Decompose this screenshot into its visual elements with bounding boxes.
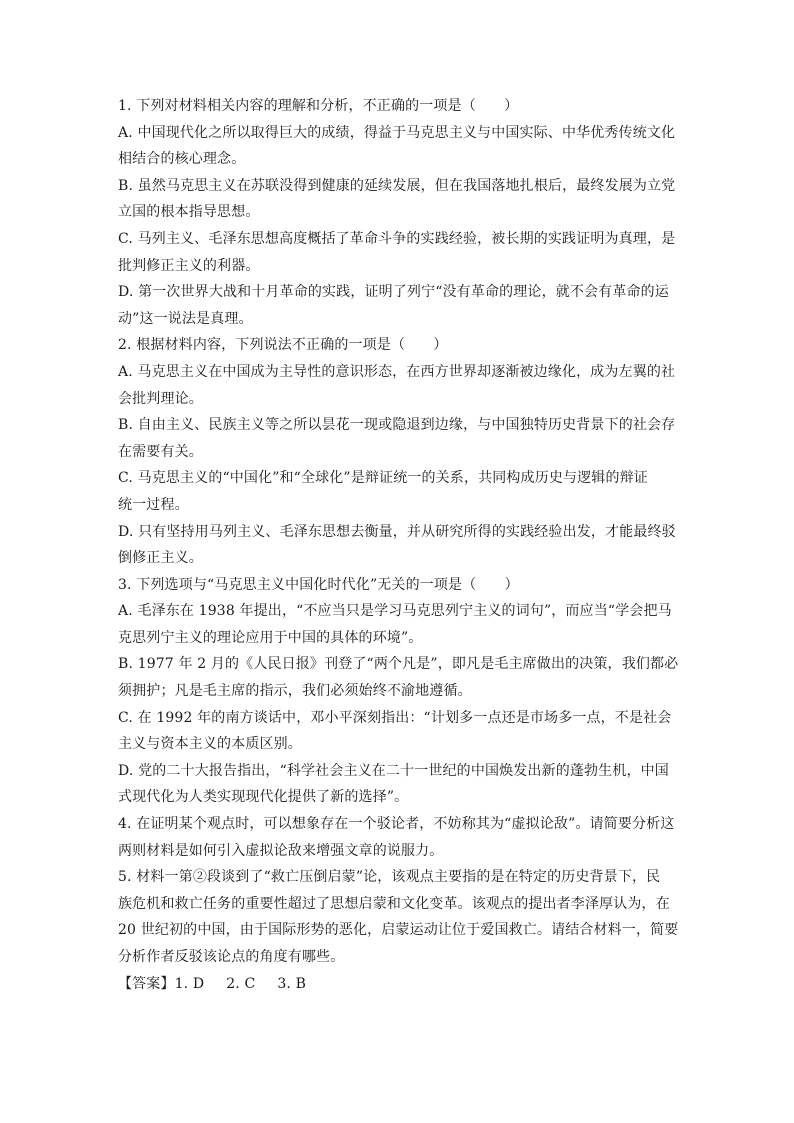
q2-option-c-line-1: C. 马克思主义的“中国化”和“全球化”是辩证统一的关系，共同构成历史与逻辑的辩证 [118,470,648,487]
q1-option-d-line-1: D. 第一次世界大战和十月革命的实践，证明了列宁“没有革命的理论，就不会有革命的运 [118,284,669,301]
question-2-stem: 2. 根据材料内容，下列说法不正确的一项是（ ） [118,337,448,354]
q3-option-d-line-1: D. 党的二十大报告指出，“科学社会主义在二十一世纪的中国焕发出新的蓬勃生机，中国 [118,762,669,779]
question-4-line-1: 4. 在证明某个观点时，可以想象存在一个驳论者，不妨称其为“虚拟论敌”。请简要分析这 [118,816,675,833]
q1-option-c-line-1: C. 马列主义、毛泽东思想高度概括了革命斗争的实践经验，被长期的实践证明为真理，是 [118,230,676,247]
q3-option-b-line-2: 须拥护；凡是毛主席的指示，我们必须始终不渝地遵循。 [118,683,472,700]
q1-option-c-line-2: 批判修正主义的利器。 [118,257,260,274]
q1-option-a-line-2: 相结合的核心理念。 [118,151,246,168]
question-5-line-4: 分析作者反驳该论点的角度有哪些。 [118,949,345,965]
answer-label: 【答案】 [118,975,175,992]
question-5-line-3: 20 世纪初的中国，由于国际形势的恶化，启蒙运动让位于爱国救亡。请结合材料一，简要 [118,922,679,939]
answer-line [118,971,678,998]
q3-option-d-line-2: 式现代化为人类实现现代化提供了新的选择”。 [118,789,409,806]
q1-option-a-line-1: A. 中国现代化之所以取得巨大的成绩，得益于马克思主义与中国实际、中华优秀传统文化 [118,124,676,141]
q1-option-b-line-1: B. 虽然马克思主义在苏联没得到健康的延续发展，但在我国落地扎根后，最终发展为立党 [118,177,676,194]
q1-option-d-line-2: 动”这一说法是真理。 [118,310,253,327]
q2-option-a-line-2: 会批判理论。 [118,390,203,407]
q3-option-c-line-2: 主义与资本主义的本质区别。 [118,736,302,753]
q3-option-b-line-1: B. 1977 年 2 月的《人民日报》刊登了“两个凡是”，即凡是毛主席做出的决策，我们都必 [118,656,679,673]
question-4-line-2: 两则材料是如何引入虚拟论敌来增强文章的说服力。 [118,842,444,859]
question-3-stem: 3. 下列选项与“马克思主义中国化时代化”无关的一项是（ ） [118,576,519,593]
q3-option-c-line-1: C. 在 1992 年的南方谈话中，邓小平深刻指出：“计划多一点还是市场多一点，不是社会 [118,709,672,726]
answer-item: 1. D [174,975,205,992]
question-1-stem: 1. 下列对材料相关内容的理解和分析，不正确的一项是（ ） [118,98,519,114]
q2-option-d-line-2: 倒修正主义。 [118,550,203,567]
q1-option-b-line-2: 立国的根本指导思想。 [118,204,260,221]
answer-item: 2. C [226,975,256,992]
q2-option-a-line-1: A. 马克思主义在中国成为主导性的意识形态，在西方世界却逐渐被边缘化，成为左翼的社 [118,363,676,380]
question-5-line-1: 5. 材料一第②段谈到了“救亡压倒启蒙”论，该观点主要指的是在特定的历史背景下，民 [118,869,661,886]
q2-option-b-line-1: B. 自由主义、民族主义等之所以昙花一现或隐退到边缘，与中国独特历史背景下的社会存 [118,417,676,434]
question-5-line-2: 族危机和救亡任务的重要性超过了思想启蒙和文化变革。该观点的提出者李泽厚认为，在 [118,895,670,912]
q2-option-c-line-2: 统一过程。 [118,496,189,513]
q2-option-b-line-2: 在需要有关。 [118,443,203,460]
q3-option-a-line-2: 克思列宁主义的理论应用于中国的具体的环境”。 [118,629,423,646]
q2-option-d-line-1: D. 只有坚持用马列主义、毛泽东思想去衡量，并从研究所得的实践经验出发，才能最终驳 [118,523,676,540]
answer-item: 3. B [277,975,307,992]
document-page [118,93,678,997]
q3-option-a-line-1: A. 毛泽东在 1938 年提出，“不应当只是学习马克思列宁主义的词句”，而应当“学会把马 [118,603,672,620]
